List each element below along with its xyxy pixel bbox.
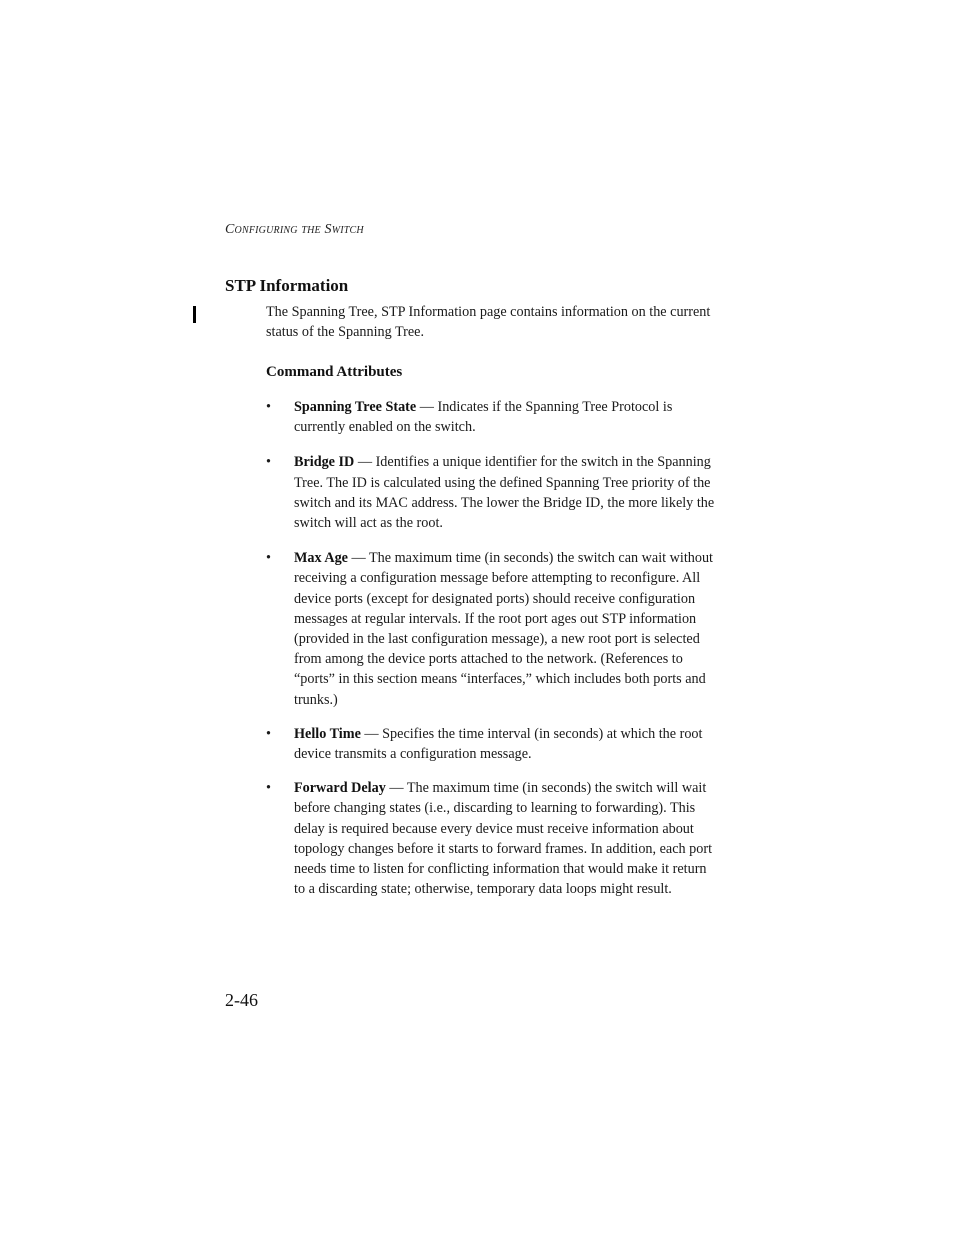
bullet-icon: • (266, 780, 271, 797)
attribute-description: — The maximum time (in seconds) the switch can wait without receiving a configuration message before attempting to reconfigure. All device ports (except for designated ports) should receive configuration messages at regular intervals. If the root port ages out STP information (provided in the last configuration message), a new root port is selected from among the device ports attached to the network. (References to “ports” in this section means “interfaces,” which includes both ports and trunks.) (294, 550, 713, 708)
change-bar (193, 306, 196, 323)
bullet-icon: • (266, 725, 271, 742)
attribute-list (266, 397, 716, 899)
page-number: 2-46 (225, 990, 258, 1010)
bullet-icon: • (266, 550, 271, 567)
attribute-term: Hello Time (294, 725, 361, 742)
attribute-description: — Identifies a unique identifier for the switch in the Spanning Tree. The ID is calculated using the defined Spanning Tree priority of the switch and its MAC address. The lower the Bridge ID, the more likely the switch will act as the root. (294, 454, 715, 532)
attribute-item-hello-time (266, 724, 716, 764)
attribute-description: — Specifies the time interval (in seconds) at which the root device transmits a configuration message. (294, 725, 703, 763)
section-title: STP Information (225, 276, 349, 295)
intro-paragraph: The Spanning Tree, STP Information page contains information on the current status of the Spanning Tree. (266, 304, 711, 341)
running-header: Configuring the Switch (225, 222, 364, 237)
command-attributes-heading: Command Attributes (266, 364, 403, 380)
attribute-description: — Indicates if the Spanning Tree Protocol is currently enabled on the switch. (294, 399, 673, 436)
attribute-item-max-age (266, 548, 716, 710)
attribute-description: — The maximum time (in seconds) the switch will wait before changing states (i.e., discarding to learning to forwarding). This delay is required because every device must receive information about topology changes before it starts to forward frames. In addition, each port needs time to listen for conflicting information that would make it return to a discarding state; otherwise, temporary data loops might result. (294, 780, 713, 898)
attribute-term: Max Age (294, 550, 348, 567)
attribute-term: Bridge ID (294, 454, 355, 471)
attribute-item-spanning-tree-state (266, 397, 716, 437)
attribute-term: Forward Delay (294, 780, 386, 797)
attribute-item-bridge-id (266, 452, 716, 533)
attribute-term: Spanning Tree State (294, 399, 417, 415)
attribute-item-forward-delay (266, 778, 716, 899)
bullet-icon: • (266, 399, 271, 415)
bullet-icon: • (266, 454, 271, 471)
